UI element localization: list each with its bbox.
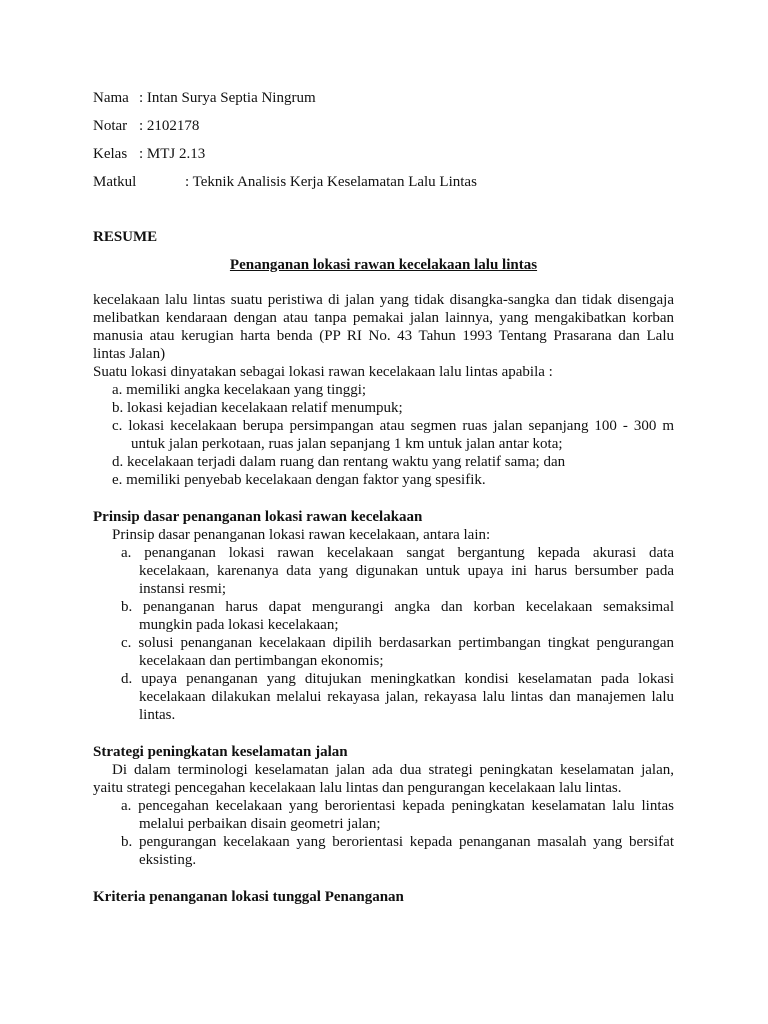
prinsip-item-cont: kecelakaan dilakukan melalui rekayasa jalan, rekayasa lalu lintas dan manajemen lalu bbox=[139, 689, 674, 705]
matkul-value: : Teknik Analisis Kerja Keselamatan Lalu Lintas bbox=[185, 174, 477, 190]
prinsip-heading: Prinsip dasar penanganan lokasi rawan kecelakaan bbox=[93, 509, 423, 525]
matkul-label: Matkul bbox=[93, 174, 137, 190]
kriteria-heading: Kriteria penanganan lokasi tunggal Penanganan bbox=[93, 889, 404, 905]
nama-value: : Intan Surya Septia Ningrum bbox=[139, 90, 316, 106]
strategi-line: Di dalam terminologi keselamatan jalan ada dua strategi peningkatan keselamatan jalan, bbox=[112, 762, 674, 778]
prinsip-item-cont: instansi resmi; bbox=[139, 581, 227, 597]
prinsip-item-cont: mungkin pada lokasi kecelakaan; bbox=[139, 617, 339, 633]
nama-label: Nama bbox=[93, 90, 129, 106]
prinsip-item: a. penanganan lokasi rawan kecelakaan sangat bergantung kepada akurasi data bbox=[121, 545, 674, 561]
strategi-item: b. pengurangan kecelakaan yang berorientasi kepada penanganan masalah yang bersifat bbox=[121, 834, 674, 850]
intro-line: lintas Jalan) bbox=[93, 346, 166, 362]
criteria-item: e. memiliki penyebab kecelakaan dengan faktor yang spesifik. bbox=[112, 472, 486, 488]
prinsip-item: d. upaya penanganan yang ditujukan meningkatkan kondisi keselamatan pada lokasi bbox=[121, 671, 674, 687]
kelas-label: Kelas bbox=[93, 146, 128, 162]
prinsip-item-cont: lintas. bbox=[139, 707, 176, 723]
notar-value: : 2102178 bbox=[139, 118, 200, 134]
prinsip-intro: Prinsip dasar penanganan lokasi rawan kecelakaan, antara lain: bbox=[112, 527, 491, 543]
criteria-item: d. kecelakaan terjadi dalam ruang dan rentang waktu yang relatif sama; dan bbox=[112, 454, 566, 470]
kelas-value: : MTJ 2.13 bbox=[139, 146, 206, 162]
resume-heading: RESUME bbox=[93, 229, 158, 245]
strategi-heading: Strategi peningkatan keselamatan jalan bbox=[93, 744, 348, 760]
strategi-item-cont: eksisting. bbox=[139, 852, 197, 868]
criteria-item: c. lokasi kecelakaan berupa persimpangan atau segmen ruas jalan sepanjang 100 - 300 m bbox=[112, 418, 674, 434]
criteria-item: b. lokasi kejadian kecelakaan relatif menumpuk; bbox=[112, 400, 403, 416]
criteria-item-cont: untuk jalan perkotaan, ruas jalan sepanjang 1 km untuk jalan antar kota; bbox=[131, 436, 563, 452]
prinsip-item: c. solusi penanganan kecelakaan dipilih berdasarkan pertimbangan tingkat pengurangan bbox=[121, 635, 674, 651]
criteria-item: a. memiliki angka kecelakaan yang tinggi; bbox=[112, 382, 367, 398]
document-title: Penanganan lokasi rawan kecelakaan lalu lintas bbox=[229, 257, 538, 273]
strategi-item-cont: melalui perbaikan disain geometri jalan; bbox=[139, 816, 381, 832]
prinsip-item: b. penanganan harus dapat mengurangi angka dan korban kecelakaan semaksimal bbox=[121, 599, 674, 615]
intro-line: melibatkan kendaraan dengan atau tanpa pemakai jalan lainnya, yang mengakibatkan korban bbox=[93, 310, 674, 326]
notar-label: Notar bbox=[93, 118, 128, 134]
strategi-item: a. pencegahan kecelakaan yang berorientasi kepada peningkatan keselamatan lalu lintas bbox=[121, 798, 674, 814]
intro-line: Suatu lokasi dinyatakan sebagai lokasi rawan kecelakaan lalu lintas apabila : bbox=[93, 364, 553, 380]
intro-line: manusia atau kerugian harta benda (PP RI No. 43 Tahun 1993 Tentang Prasarana dan Lalu bbox=[93, 328, 674, 344]
strategi-line: yaitu strategi pencegahan kecelakaan lalu lintas dan pengurangan kecelakaan lalu lintas. bbox=[93, 780, 622, 796]
prinsip-item-cont: kecelakaan dan pertimbangan ekonomis; bbox=[139, 653, 384, 669]
prinsip-item-cont: kecelakaan, karenanya data yang digunakan untuk upaya ini harus bersumber pada bbox=[139, 563, 674, 579]
intro-line: kecelakaan lalu lintas suatu peristiwa di jalan yang tidak disangka-sangka dan tidak disengaja bbox=[93, 292, 674, 308]
